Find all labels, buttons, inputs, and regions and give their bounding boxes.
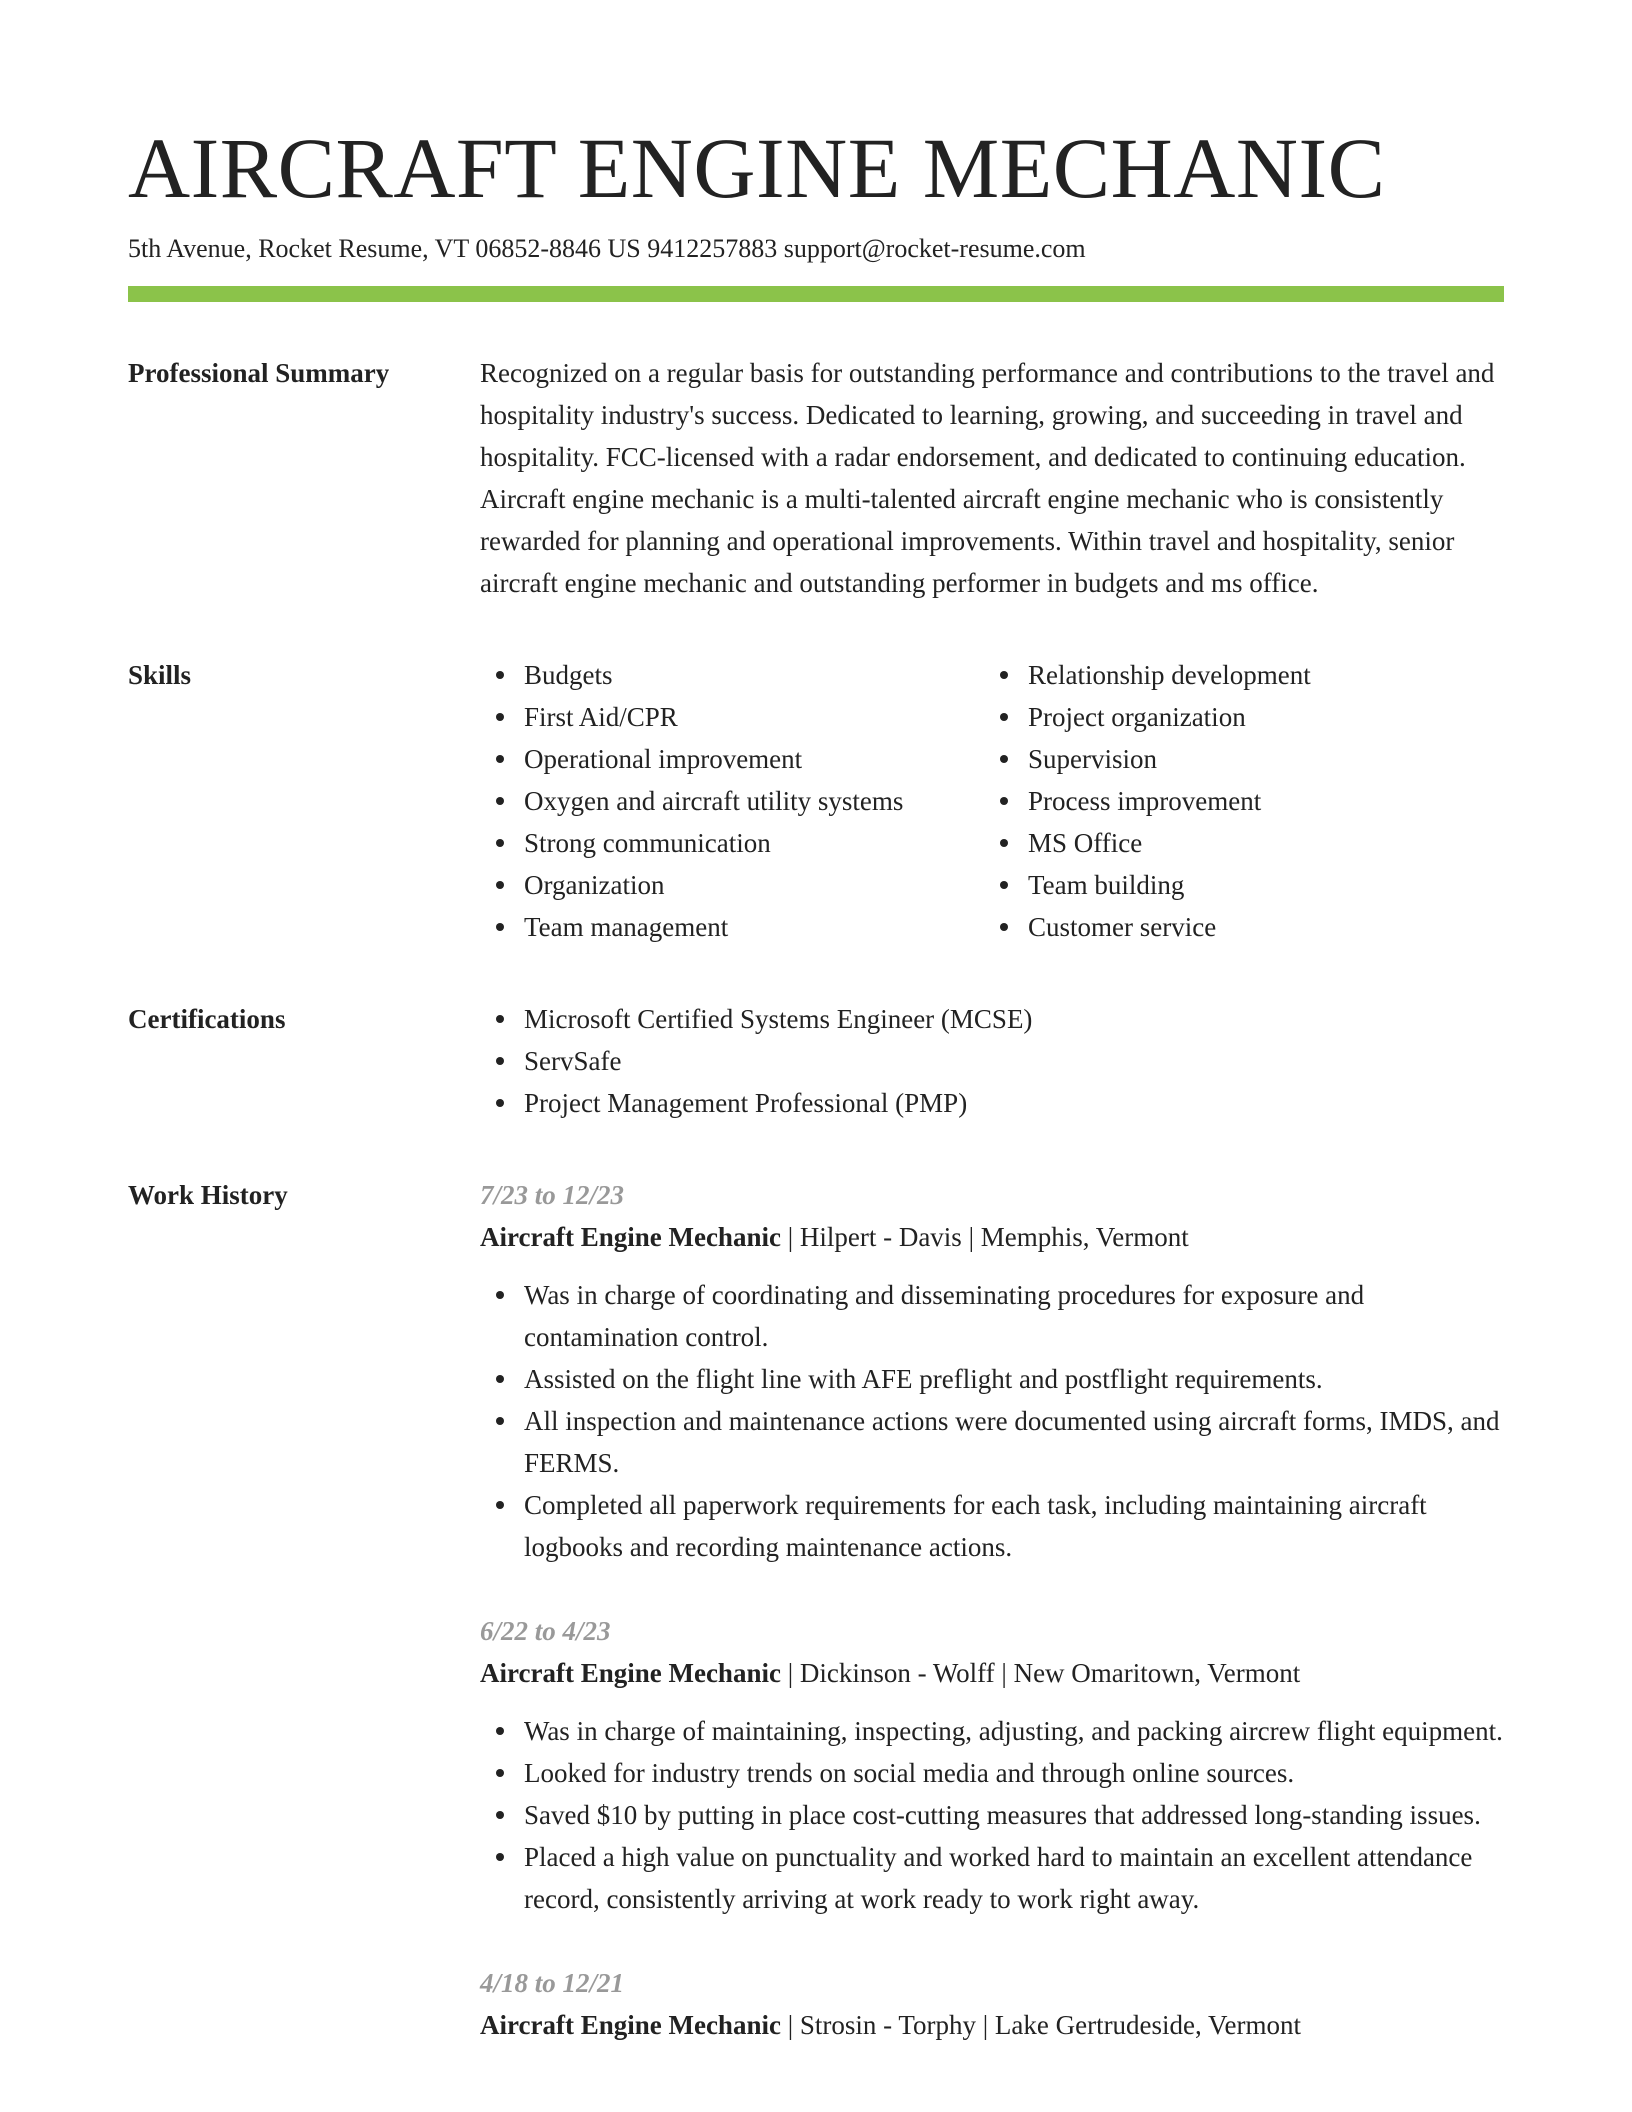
skill-item: Customer service bbox=[1028, 906, 1504, 948]
job-bullet: Looked for industry trends on social media and through online sources. bbox=[524, 1752, 1504, 1794]
skill-item: Operational improvement bbox=[524, 738, 984, 780]
job-bullet: Completed all paperwork requirements for each task, including maintaining aircraft logbooks and recording maintenance actions. bbox=[524, 1484, 1504, 1568]
job-entry bbox=[480, 1962, 1504, 2046]
summary-heading: Professional Summary bbox=[128, 358, 390, 388]
job-bullet: Saved $10 by putting in place cost-cutting measures that addressed long-standing issues. bbox=[524, 1794, 1504, 1836]
accent-divider bbox=[128, 286, 1504, 302]
job-header bbox=[480, 1216, 1504, 1258]
job-bullet: Assisted on the flight line with AFE preflight and postflight requirements. bbox=[524, 1358, 1504, 1400]
job-title: Aircraft Engine Mechanic bbox=[480, 2010, 781, 2040]
job-title: Aircraft Engine Mechanic bbox=[480, 1222, 781, 1252]
skill-item: MS Office bbox=[1028, 822, 1504, 864]
skill-item: First Aid/CPR bbox=[524, 696, 984, 738]
resume-title: AIRCRAFT ENGINE MECHANIC bbox=[128, 120, 1386, 216]
work-history-heading: Work History bbox=[128, 1180, 288, 1210]
job-entry bbox=[480, 1610, 1504, 1920]
skills-section bbox=[128, 654, 1504, 948]
skills-heading: Skills bbox=[128, 660, 192, 690]
skill-item: Team building bbox=[1028, 864, 1504, 906]
certification-item: ServSafe bbox=[524, 1040, 1504, 1082]
skills-list-left bbox=[480, 654, 984, 948]
job-details: | Dickinson - Wolff | New Omaritown, Vermont bbox=[780, 1658, 1301, 1688]
job-entry bbox=[480, 1174, 1504, 1568]
job-bullet: Was in charge of coordinating and disseminating procedures for exposure and contamination control. bbox=[524, 1274, 1504, 1358]
skill-item: Process improvement bbox=[1028, 780, 1504, 822]
contact-line: 5th Avenue, Rocket Resume, VT 06852-8846 US 9412257883 support@rocket-resume.com bbox=[128, 234, 1086, 263]
skills-list-right bbox=[984, 654, 1504, 948]
job-title: Aircraft Engine Mechanic bbox=[480, 1658, 781, 1688]
job-bullet: All inspection and maintenance actions were documented using aircraft forms, IMDS, and FERMS. bbox=[524, 1400, 1504, 1484]
skill-item: Supervision bbox=[1028, 738, 1504, 780]
skill-item: Relationship development bbox=[1028, 654, 1504, 696]
job-header bbox=[480, 1652, 1504, 1694]
job-details: | Strosin - Torphy | Lake Gertrudeside, Vermont bbox=[780, 2010, 1302, 2040]
job-bullets bbox=[480, 1710, 1504, 1920]
skill-item: Oxygen and aircraft utility systems bbox=[524, 780, 984, 822]
job-bullet: Was in charge of maintaining, inspecting, adjusting, and packing aircrew flight equipment. bbox=[524, 1710, 1504, 1752]
job-dates: 4/18 to 12/21 bbox=[480, 1968, 625, 1998]
certifications-list bbox=[480, 998, 1504, 1124]
job-details: | Hilpert - Davis | Memphis, Vermont bbox=[780, 1222, 1189, 1252]
summary-text: Recognized on a regular basis for outstanding performance and contributions to the travel and hospitality industry's success. Dedicated to learning, growing, and succeeding in travel and hospitality. FCC-licensed with a radar endorsement, and dedicated to continuing education. Aircraft engine mechanic is a multi-talented aircraft engine mechanic who is consistently rewarded for planning and operational improvements. Within travel and hospitality, senior aircraft engine mechanic and outstanding performer in budgets and ms office. bbox=[480, 358, 1495, 598]
skill-item: Project organization bbox=[1028, 696, 1504, 738]
certifications-heading: Certifications bbox=[128, 1004, 286, 1034]
job-header bbox=[480, 2004, 1504, 2046]
skill-item: Team management bbox=[524, 906, 984, 948]
certification-item: Microsoft Certified Systems Engineer (MCSE) bbox=[524, 998, 1504, 1040]
job-dates: 7/23 to 12/23 bbox=[480, 1180, 625, 1210]
work-history-section bbox=[128, 1174, 1504, 2062]
skill-item: Organization bbox=[524, 864, 984, 906]
job-dates: 6/22 to 4/23 bbox=[480, 1616, 611, 1646]
summary-section bbox=[128, 352, 1504, 604]
skill-item: Strong communication bbox=[524, 822, 984, 864]
job-bullets bbox=[480, 1274, 1504, 1568]
skill-item: Budgets bbox=[524, 654, 984, 696]
certifications-section bbox=[128, 998, 1504, 1124]
certification-item: Project Management Professional (PMP) bbox=[524, 1082, 1504, 1124]
job-bullet: Placed a high value on punctuality and worked hard to maintain an excellent attendance record, consistently arriving at work ready to work right away. bbox=[524, 1836, 1504, 1920]
